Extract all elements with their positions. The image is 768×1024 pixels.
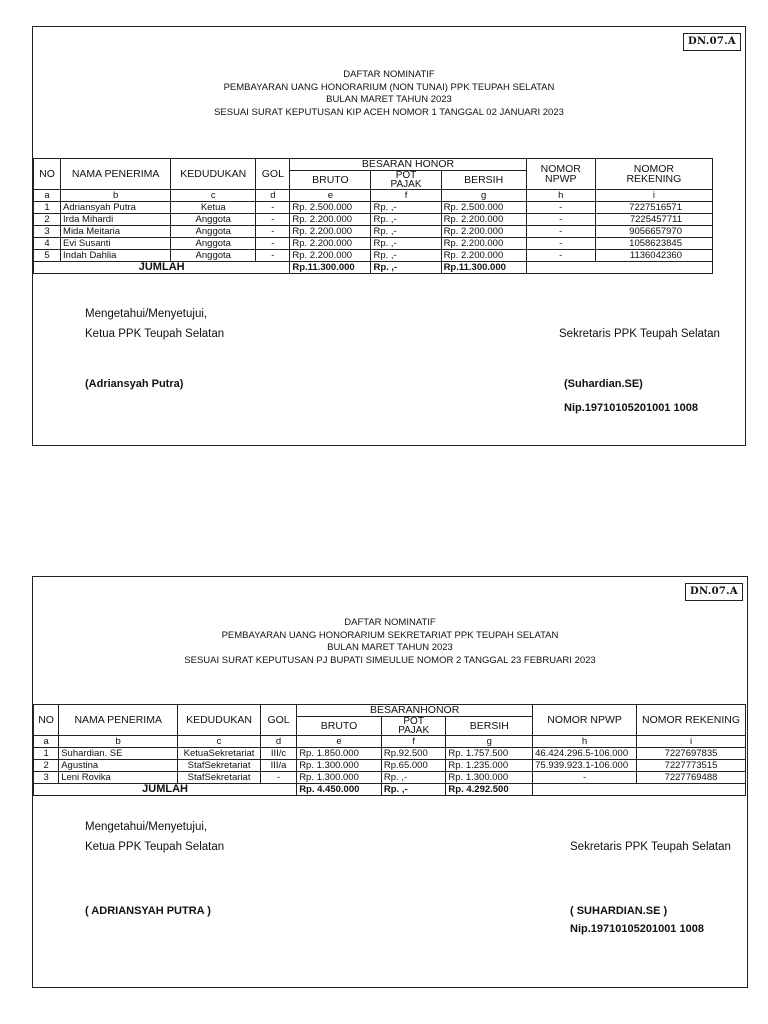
secretary-nip: Nip.19710105201001 1008 — [570, 923, 704, 935]
col-kedudukan: KEDUDUKAN — [178, 705, 261, 736]
cell-npwp: - — [526, 250, 595, 262]
col-gol: GOL — [260, 705, 296, 736]
cell-no: 5 — [34, 250, 61, 262]
header-period: BULAN MARET TAHUN 2023 — [327, 642, 453, 653]
cell-npwp: - — [526, 214, 595, 226]
cell-npwp: 75.939.923.1-106.000 — [533, 760, 637, 772]
letter-a: a — [34, 736, 59, 748]
approval-label: Mengetahui/Menyetujui, — [85, 821, 208, 833]
cell-nama: Indah Dahlia — [61, 250, 171, 262]
cell-kedudukan: Anggota — [171, 226, 256, 238]
cell-bersih: Rp. 2.200.000 — [441, 238, 526, 250]
cell-bruto: Rp. 2.200.000 — [290, 214, 371, 226]
col-kedudukan: KEDUDUKAN — [171, 159, 256, 190]
col-rekening: NOMOR REKENING — [637, 705, 746, 736]
cell-rekening: 1136042360 — [595, 250, 712, 262]
honor-table — [33, 704, 746, 796]
total-bersih: Rp.11.300.000 — [441, 262, 526, 274]
chair-name: ( ADRIANSYAH PUTRA ) — [85, 905, 211, 917]
letter-b: b — [61, 190, 171, 202]
cell-nama: Agustina — [59, 760, 178, 772]
cell-gol: - — [256, 214, 290, 226]
cell-npwp: - — [526, 226, 595, 238]
document-code: DN.07.A — [685, 583, 743, 601]
header-subtitle: PEMBAYARAN UANG HONORARIUM (NON TUNAI) PPK TEUPAH SELATAN — [223, 81, 555, 93]
letter-g: g — [446, 736, 533, 748]
cell-gol: - — [260, 772, 296, 784]
letter-h: h — [526, 190, 595, 202]
approval-label: Mengetahui/Menyetujui, — [85, 308, 208, 320]
total-bruto: Rp. 4.450.000 — [297, 784, 382, 796]
cell-kedudukan: Ketua — [171, 202, 256, 214]
cell-nama: Adriansyah Putra — [61, 202, 171, 214]
table-row — [34, 214, 713, 226]
cell-bruto: Rp. 2.200.000 — [290, 226, 371, 238]
secretary-title: Sekretaris PPK Teupah Selatan — [570, 841, 731, 853]
document-header — [33, 69, 745, 119]
secretary-nip: Nip.19710105201001 1008 — [564, 402, 698, 414]
cell-no: 3 — [34, 226, 61, 238]
total-bersih: Rp. 4.292.500 — [446, 784, 533, 796]
cell-pot: Rp. ,- — [371, 226, 441, 238]
cell-bruto: Rp. 2.500.000 — [290, 202, 371, 214]
col-bruto: BRUTO — [297, 717, 382, 736]
header-decree: SESUAI SURAT KEPUTUSAN KIP ACEH NOMOR 1 TANGGAL 02 JANUARI 2023 — [214, 106, 564, 118]
cell-gol: III/c — [260, 748, 296, 760]
cell-nama: Mida Meitaria — [61, 226, 171, 238]
letter-e: e — [297, 736, 382, 748]
letter-f: f — [371, 190, 441, 202]
cell-bersih: Rp. 1.300.000 — [446, 772, 533, 784]
cell-pot: Rp.92.500 — [381, 748, 446, 760]
total-row — [34, 262, 713, 274]
secretary-title: Sekretaris PPK Teupah Selatan — [559, 328, 720, 340]
document-header — [33, 617, 747, 667]
col-pot-pajak: POT PAJAK — [371, 171, 441, 190]
cell-no: 2 — [34, 214, 61, 226]
letter-d: d — [256, 190, 290, 202]
header-period: BULAN MARET TAHUN 2023 — [326, 94, 452, 105]
cell-no: 1 — [34, 748, 59, 760]
col-nama: NAMA PENERIMA — [59, 705, 178, 736]
letter-g: g — [441, 190, 526, 202]
cell-kedudukan: Anggota — [171, 214, 256, 226]
nominative-list-ppk — [32, 26, 746, 446]
col-npwp: NOMOR NPWP — [526, 159, 595, 190]
cell-npwp: - — [526, 238, 595, 250]
cell-no: 4 — [34, 238, 61, 250]
cell-gol: III/a — [260, 760, 296, 772]
col-pot-pajak: POT PAJAK — [381, 717, 446, 736]
table-row — [34, 202, 713, 214]
cell-rekening: 9056657970 — [595, 226, 712, 238]
cell-bruto: Rp. 1.300.000 — [297, 772, 382, 784]
cell-kedudukan: StafSekretariat — [178, 760, 261, 772]
chair-title: Ketua PPK Teupah Selatan — [85, 328, 225, 340]
letter-i: i — [595, 190, 712, 202]
cell-pot: Rp. ,- — [371, 202, 441, 214]
cell-bruto: Rp. 2.200.000 — [290, 238, 371, 250]
cell-kedudukan: Anggota — [171, 250, 256, 262]
cell-kedudukan: StafSekretariat — [178, 772, 261, 784]
cell-gol: - — [256, 250, 290, 262]
chair-name: (Adriansyah Putra) — [85, 378, 184, 390]
table-row — [34, 238, 713, 250]
table-row — [34, 226, 713, 238]
total-row — [34, 784, 746, 796]
cell-bruto: Rp. 2.200.000 — [290, 250, 371, 262]
cell-rekening: 7225457711 — [595, 214, 712, 226]
col-besaran-honor: BESARAN HONOR — [290, 159, 526, 171]
table-row — [34, 748, 746, 760]
cell-gol: - — [256, 238, 290, 250]
total-label: JUMLAH — [34, 262, 290, 274]
cell-nama: Leni Rovika — [59, 772, 178, 784]
cell-nama: Evi Susanti — [61, 238, 171, 250]
cell-npwp: - — [533, 772, 637, 784]
cell-bersih: Rp. 2.200.000 — [441, 226, 526, 238]
cell-bersih: Rp. 2.500.000 — [441, 202, 526, 214]
cell-gol: - — [256, 202, 290, 214]
total-empty — [533, 784, 746, 796]
column-letter-row — [34, 190, 713, 202]
cell-pot: Rp. ,- — [371, 238, 441, 250]
col-bersih: BERSIH — [441, 171, 526, 190]
table-row — [34, 772, 746, 784]
cell-kedudukan: Anggota — [171, 238, 256, 250]
honor-table — [33, 158, 713, 274]
col-besaran-honor: BESARANHONOR — [297, 705, 533, 717]
letter-i: i — [637, 736, 746, 748]
col-npwp: NOMOR NPWP — [533, 705, 637, 736]
total-empty — [526, 262, 712, 274]
cell-no: 2 — [34, 760, 59, 772]
cell-nama: Suhardian. SE — [59, 748, 178, 760]
table-row — [34, 760, 746, 772]
cell-rekening: 7227697835 — [637, 748, 746, 760]
secretary-name: (Suhardian.SE) — [564, 378, 643, 390]
total-pot: Rp. ,- — [371, 262, 441, 274]
col-rekening: NOMOR REKENING — [595, 159, 712, 190]
nominative-list-secretariat — [32, 576, 748, 988]
cell-no: 3 — [34, 772, 59, 784]
col-no: NO — [34, 159, 61, 190]
cell-rekening: 7227516571 — [595, 202, 712, 214]
cell-npwp: - — [526, 202, 595, 214]
header-decree: SESUAI SURAT KEPUTUSAN PJ BUPATI SIMEULUE NOMOR 2 TANGGAL 23 FEBRUARI 2023 — [184, 654, 596, 666]
col-no: NO — [34, 705, 59, 736]
col-gol: GOL — [256, 159, 290, 190]
cell-gol: - — [256, 226, 290, 238]
cell-rekening: 1058623845 — [595, 238, 712, 250]
cell-bruto: Rp. 1.850.000 — [297, 748, 382, 760]
secretary-name: ( SUHARDIAN.SE ) — [570, 905, 668, 917]
cell-pot: Rp.65.000 — [381, 760, 446, 772]
total-bruto: Rp.11.300.000 — [290, 262, 371, 274]
letter-b: b — [59, 736, 178, 748]
cell-pot: Rp. ,- — [381, 772, 446, 784]
total-pot: Rp. ,- — [381, 784, 446, 796]
col-bruto: BRUTO — [290, 171, 371, 190]
letter-a: a — [34, 190, 61, 202]
col-bersih: BERSIH — [446, 717, 533, 736]
cell-kedudukan: KetuaSekretariat — [178, 748, 261, 760]
cell-rekening: 7227773515 — [637, 760, 746, 772]
document-code: DN.07.A — [683, 33, 741, 51]
cell-rekening: 7227769488 — [637, 772, 746, 784]
letter-f: f — [381, 736, 446, 748]
letter-e: e — [290, 190, 371, 202]
table-row — [34, 250, 713, 262]
header-title: DAFTAR NOMINATIF — [344, 617, 436, 628]
header-subtitle: PEMBAYARAN UANG HONORARIUM SEKRETARIAT PPK TEUPAH SELATAN — [221, 629, 559, 641]
letter-d: d — [260, 736, 296, 748]
col-nama: NAMA PENERIMA — [61, 159, 171, 190]
chair-title: Ketua PPK Teupah Selatan — [85, 841, 225, 853]
column-letter-row — [34, 736, 746, 748]
cell-pot: Rp. ,- — [371, 250, 441, 262]
total-label: JUMLAH — [34, 784, 297, 796]
cell-pot: Rp. ,- — [371, 214, 441, 226]
cell-bersih: Rp. 2.200.000 — [441, 250, 526, 262]
cell-bersih: Rp. 1.235.000 — [446, 760, 533, 772]
letter-c: c — [178, 736, 261, 748]
letter-h: h — [533, 736, 637, 748]
cell-bruto: Rp. 1.300.000 — [297, 760, 382, 772]
cell-no: 1 — [34, 202, 61, 214]
cell-nama: Irda Mihardi — [61, 214, 171, 226]
letter-c: c — [171, 190, 256, 202]
cell-bersih: Rp. 2.200.000 — [441, 214, 526, 226]
cell-bersih: Rp. 1.757.500 — [446, 748, 533, 760]
cell-npwp: 46.424.296.5-106.000 — [533, 748, 637, 760]
header-title: DAFTAR NOMINATIF — [343, 69, 435, 80]
